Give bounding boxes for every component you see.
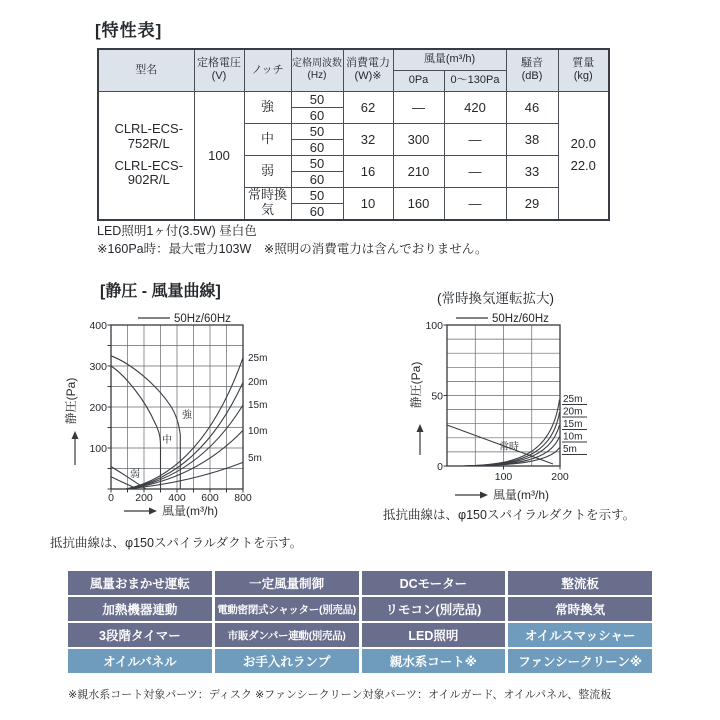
airflow-0pa-cell: — [393,91,444,123]
notch-cell: 弱 [244,155,291,187]
y-tick-label: 100 [89,443,107,455]
features-grid [68,571,652,673]
y-tick-label: 100 [425,320,443,332]
chart-left-caption: 抵抗曲線は、φ150スパイラルダクトを示す。 [50,536,303,550]
feature-cell: 市販ダンパー連動(別売品) [215,623,359,647]
duct-curve-25m [126,358,243,489]
freq-cell: 50 [291,155,343,171]
duct-curve-label: 25m [563,394,583,405]
duct-curve-label: 5m [248,453,262,464]
airflow-130pa-cell: — [444,187,506,220]
duct-curve-label: 10m [563,431,583,443]
y-tick-label: 200 [89,402,107,414]
x-axis-arrow-icon [455,492,488,499]
col-header-notch: ノッチ [244,49,291,91]
power-cell: 16 [343,155,393,187]
mass-value: 22.0 [570,158,596,173]
x-tick-label: 200 [551,471,569,483]
x-tick-label: 600 [201,492,219,504]
feature-cell: 整流板 [508,571,652,595]
feature-cell: 3段階タイマー [68,623,212,647]
freq-cell: 60 [291,139,343,155]
y-tick-label: 400 [89,320,107,332]
freq-cell: 50 [291,91,343,107]
power-cell: 62 [343,91,393,123]
x-tick-label: 100 [494,471,513,483]
note-power: ※160Pa時：最大電力103W ※照明の消費電力は含んでおりません。 [97,242,488,256]
y-tick-label: 0 [437,461,443,473]
notch-cell: 強 [244,91,291,123]
feature-cell: 加熱機器連動 [68,597,212,621]
x-tick-label: 0 [108,492,114,504]
x-axis-arrow-icon [124,508,157,515]
feature-cell: 風量おまかせ運転 [68,571,212,595]
notch-cell: 中 [244,123,291,155]
chart-right-title: (常時換気運転拡大) [437,291,554,306]
table-row [98,91,609,107]
noise-cell: 33 [506,155,558,187]
freq-cell: 50 [291,123,343,139]
power-cell: 10 [343,187,393,220]
fan-curve-label: 中 [162,435,172,446]
y-axis-label: 静圧(Pa) [409,361,423,409]
duct-curve-label: 20m [563,406,583,418]
col-header-noise: 騒音 (dB) [506,49,558,91]
freq-cell: 50 [291,187,343,203]
fan-curve-label: 常時 [499,442,519,453]
fan-curve-label: 強 [182,410,192,421]
feature-cell: お手入れランプ [215,649,359,673]
footnote: ※親水系コート対象パーツ：ディスク ※ファンシークリーン対象パーツ：オイルガード、オイルパネル、整流板 [68,689,612,701]
y-axis-arrow-icon [72,431,79,465]
y-axis-label: 静圧(Pa) [64,377,78,425]
col-header-voltage: 定格電圧 (V) [194,49,244,91]
feature-cell: オイルスマッシャー [508,623,652,647]
mass-cell [558,91,609,220]
feature-cell: リモコン(別売品) [362,597,506,621]
feature-cell: DCモーター [362,571,506,595]
x-tick-label: 800 [234,492,252,504]
col-header-0-130pa: 0〜130Pa [444,70,506,91]
fan-curve-label: 弱 [130,469,140,480]
col-header-power: 消費電力 (W)※ [343,49,393,91]
duct-curve-label: 5m [563,444,577,455]
airflow-0pa-cell: 210 [393,155,444,187]
chart-right-caption: 抵抗曲線は、φ150スパイラルダクトを示す。 [383,508,636,522]
page-title: [特性表] [95,21,163,40]
airflow-130pa-cell: — [444,155,506,187]
legend-label: 50Hz/60Hz [492,313,549,325]
model-name: CLRL-ECS-752R/L [114,121,184,151]
x-tick-label: 400 [168,492,186,504]
col-header-0pa: 0Pa [393,70,444,91]
x-tick-label: 200 [135,492,153,504]
col-header-model: 型名 [98,49,194,91]
col-header-frequency: 定格周波数 (Hz) [291,49,343,91]
duct-curve-labels [562,394,587,455]
y-tick-label: 300 [89,361,107,373]
y-tick-label: 50 [431,390,443,403]
noise-cell: 29 [506,187,558,220]
spec-table [97,48,610,221]
feature-cell: ファンシークリーン※ [508,649,652,673]
duct-curve-label: 20m [248,377,268,388]
airflow-130pa-cell: 420 [444,91,506,123]
y-axis-arrow-icon [417,424,424,455]
voltage-cell: 100 [194,91,244,220]
duct-curve-label: 10m [248,426,268,437]
duct-curve-label: 15m [563,419,583,430]
model-name: CLRL-ECS-902R/L [114,158,184,188]
col-header-airflow: 風量(m³/h) [393,49,506,70]
airflow-0pa-cell: 160 [393,187,444,220]
power-cell: 32 [343,123,393,155]
feature-cell: 一定風量制御 [215,571,359,595]
x-axis-label: 風量(m³/h) [493,488,549,502]
mass-value: 20.0 [570,135,596,151]
duct-curve-label: 15m [248,400,268,411]
feature-cell: 親水系コート※ [362,649,506,673]
pressure-airflow-chart [60,303,295,525]
legend-label: 50Hz/60Hz [174,313,231,325]
duct-curve-label: 25m [248,353,268,364]
airflow-130pa-cell: — [444,123,506,155]
feature-cell: 電動密閉式シャッター(別売品) [215,597,359,621]
model-cell [98,91,194,220]
noise-cell: 46 [506,91,558,123]
airflow-0pa-cell: 300 [393,123,444,155]
note-led: LED照明1ヶ付(3.5W) 昼白色 [97,224,257,238]
notch-cell: 常時換気 [244,187,291,220]
col-header-mass: 質量 (kg) [558,49,609,91]
freq-cell: 60 [291,203,343,220]
feature-cell: LED照明 [362,623,506,647]
feature-cell: オイルパネル [68,649,212,673]
feature-cell: 常時換気 [508,597,652,621]
chart-left-title: [静圧 - 風量曲線] [100,283,221,300]
constant-ventilation-chart [395,303,655,513]
freq-cell: 60 [291,171,343,187]
noise-cell: 38 [506,123,558,155]
freq-cell: 60 [291,107,343,123]
x-axis-label: 風量(m³/h) [162,504,218,518]
